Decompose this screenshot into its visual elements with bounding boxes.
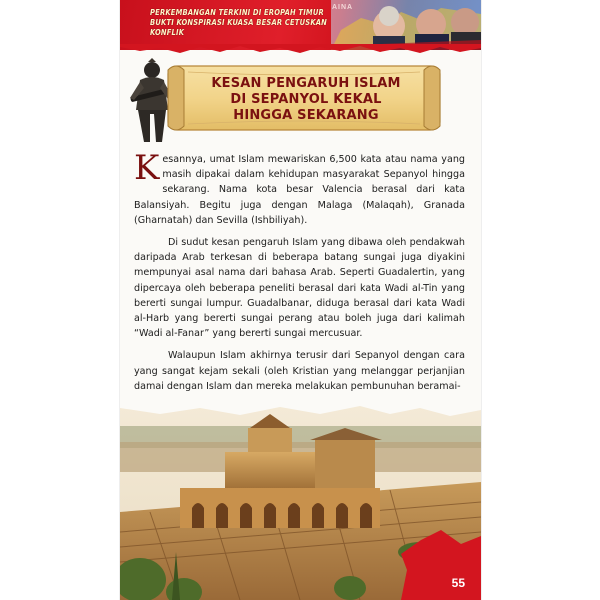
banner-headline-line: BUKTI KONSPIRASI KUASA BESAR CETUSKAN KONFLIK [150, 18, 328, 37]
banner-headline [150, 8, 360, 38]
title-line: DI SEPANYOL KEKAL [230, 92, 382, 107]
map-label: AINA [332, 4, 354, 11]
paragraph-text: esannya, umat Islam mewariskan 6,500 kata atau nama yang masih dipakai dalam kehidupan masyarakat Sepanyol hingga sekarang. Nama kota besar Valencia berasal dari kata Balansiyah. Begitu juga dengan Malaga (Malaqah), Granada (Gharnatah) dan Sevilla (Ishbiliyah). [134, 154, 465, 226]
paragraph [134, 148, 465, 228]
top-banner [120, 0, 481, 50]
title-line: HINGGA SEKARANG [233, 108, 379, 123]
drop-cap: K [134, 148, 160, 188]
book-page [120, 0, 481, 600]
article-body [134, 148, 465, 401]
page-title [194, 76, 418, 124]
torn-edge [120, 44, 481, 56]
paragraph: Di sudut kesan pengaruh Islam yang dibawa oleh pendakwah daripada Arab terkesan di beberapa batang sungai juga diyakini mempunyai asal nama dari bahasa Arab. Seperti Guadalertin, yang dipercaya oleh beberapa peneliti berasal dari kata Wadi al-Tin yang bererti sungai lumpur. Guadalbanar, diduga berasal dari kata Wadi al-Harb yang bererti sungai perang atau boleh juga dari kalimah “Wadi al-Fanar” yang bererti sungai mercusuar. [134, 237, 465, 340]
page-corner-tab [401, 530, 481, 600]
title-line: KESAN PENGARUH ISLAM [211, 76, 401, 91]
title-scroll [164, 60, 444, 136]
paragraph: Walaupun Islam akhirnya terusir dari Sepanyol dengan cara yang sangat kejam sekali (oleh Kristian yang melanggar perjanjian damai dengan Islam dan mereka melakukan pembunuhan beramai- [134, 350, 465, 392]
page-number: 55 [451, 576, 465, 590]
banner-headline-line: PERKEMBANGAN TERKINI DI EROPAH TIMUR [150, 8, 324, 17]
